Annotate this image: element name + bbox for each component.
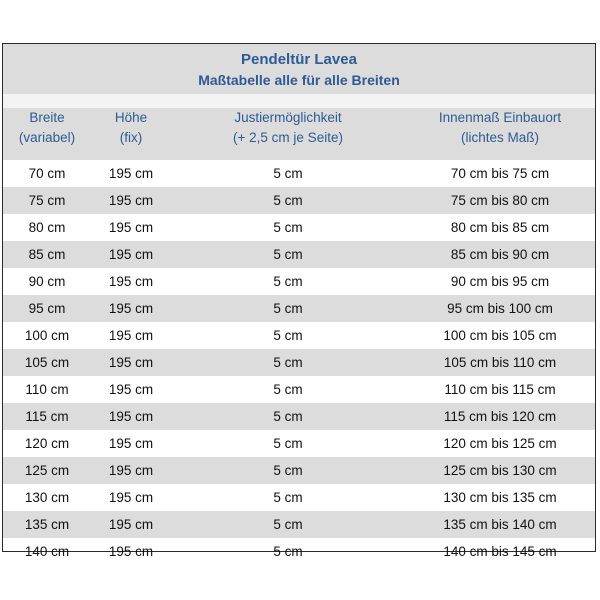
table-row bbox=[3, 214, 595, 241]
cell-innenmass: 125 cm bis 130 cm bbox=[443, 463, 557, 478]
cell-breite: 135 cm bbox=[24, 517, 70, 532]
cell-innenmass: 100 cm bis 105 cm bbox=[443, 328, 557, 343]
cell-breite: 90 cm bbox=[28, 274, 66, 289]
cell-innenmass: 140 cm bis 145 cm bbox=[443, 544, 557, 559]
cell-justierung: 5 cm bbox=[273, 436, 303, 451]
header-innenmass bbox=[405, 108, 595, 148]
header-hoehe-line1: Höhe bbox=[114, 110, 148, 125]
header-row bbox=[3, 94, 595, 160]
table-row bbox=[3, 322, 595, 349]
table-row bbox=[3, 484, 595, 511]
cell-breite: 130 cm bbox=[24, 490, 70, 505]
cell-innenmass: 95 cm bis 100 cm bbox=[447, 301, 553, 316]
cell-justierung: 5 cm bbox=[273, 382, 303, 397]
header-breite bbox=[3, 108, 91, 148]
cell-hoehe: 195 cm bbox=[108, 274, 154, 289]
cell-innenmass: 90 cm bis 95 cm bbox=[450, 274, 550, 289]
header-innenmass-line1: Innenmaß Einbauort bbox=[438, 110, 562, 125]
header-breite-line2: (variabel) bbox=[18, 130, 76, 145]
cell-innenmass: 120 cm bis 125 cm bbox=[443, 436, 557, 451]
cell-hoehe: 195 cm bbox=[108, 301, 154, 316]
table-row bbox=[3, 241, 595, 268]
cell-breite: 120 cm bbox=[24, 436, 70, 451]
cell-justierung: 5 cm bbox=[273, 220, 303, 235]
table-row bbox=[3, 376, 595, 403]
cell-hoehe: 195 cm bbox=[108, 193, 154, 208]
cell-justierung: 5 cm bbox=[273, 544, 303, 559]
cell-innenmass: 135 cm bis 140 cm bbox=[443, 517, 557, 532]
cell-innenmass: 70 cm bis 75 cm bbox=[450, 166, 550, 181]
table-row bbox=[3, 403, 595, 430]
cell-justierung: 5 cm bbox=[273, 193, 303, 208]
cell-breite: 80 cm bbox=[28, 220, 66, 235]
cell-breite: 105 cm bbox=[24, 355, 70, 370]
cell-hoehe: 195 cm bbox=[108, 220, 154, 235]
table-row bbox=[3, 268, 595, 295]
cell-hoehe: 195 cm bbox=[108, 544, 154, 559]
cell-breite: 140 cm bbox=[24, 544, 70, 559]
table-row bbox=[3, 187, 595, 214]
cell-justierung: 5 cm bbox=[273, 490, 303, 505]
cell-justierung: 5 cm bbox=[273, 166, 303, 181]
cell-breite: 95 cm bbox=[28, 301, 66, 316]
cell-innenmass: 110 cm bis 115 cm bbox=[444, 382, 556, 397]
cell-justierung: 5 cm bbox=[273, 517, 303, 532]
cell-breite: 75 cm bbox=[28, 193, 66, 208]
cell-justierung: 5 cm bbox=[273, 301, 303, 316]
table-row bbox=[3, 457, 595, 484]
cell-breite: 70 cm bbox=[28, 166, 66, 181]
title-block bbox=[3, 44, 595, 94]
cell-justierung: 5 cm bbox=[273, 247, 303, 262]
cell-justierung: 5 cm bbox=[273, 463, 303, 478]
cell-hoehe: 195 cm bbox=[108, 166, 154, 181]
header-breite-line1: Breite bbox=[29, 110, 65, 125]
cell-hoehe: 195 cm bbox=[108, 436, 154, 451]
cell-hoehe: 195 cm bbox=[108, 382, 154, 397]
cell-hoehe: 195 cm bbox=[108, 517, 154, 532]
cell-hoehe: 195 cm bbox=[108, 247, 154, 262]
cell-breite: 110 cm bbox=[25, 382, 69, 397]
cell-hoehe: 195 cm bbox=[108, 328, 154, 343]
cell-innenmass: 115 cm bis 120 cm bbox=[443, 409, 557, 424]
cell-innenmass: 80 cm bis 85 cm bbox=[450, 220, 550, 235]
header-innenmass-line2: (lichtes Maß) bbox=[460, 130, 539, 145]
table-row bbox=[3, 538, 595, 565]
size-table bbox=[2, 43, 596, 559]
table-row bbox=[3, 430, 595, 457]
cell-hoehe: 195 cm bbox=[108, 355, 154, 370]
header-hoehe-line2: (fix) bbox=[119, 130, 143, 145]
header-hoehe bbox=[91, 108, 171, 148]
cell-justierung: 5 cm bbox=[273, 355, 303, 370]
cell-breite: 100 cm bbox=[24, 328, 70, 343]
table-row bbox=[3, 511, 595, 538]
cell-hoehe: 195 cm bbox=[108, 409, 154, 424]
cell-breite: 115 cm bbox=[25, 409, 69, 424]
table-row bbox=[3, 295, 595, 322]
table-title: Pendeltür Lavea bbox=[241, 51, 357, 68]
cell-breite: 125 cm bbox=[24, 463, 70, 478]
cell-justierung: 5 cm bbox=[273, 409, 303, 424]
cell-hoehe: 195 cm bbox=[108, 490, 154, 505]
cell-innenmass: 75 cm bis 80 cm bbox=[450, 193, 550, 208]
header-justierung bbox=[171, 108, 405, 148]
cell-breite: 85 cm bbox=[28, 247, 66, 262]
cell-innenmass: 130 cm bis 135 cm bbox=[443, 490, 557, 505]
table-body bbox=[3, 160, 595, 565]
table-subtitle: Maßtabelle alle für alle Breiten bbox=[198, 72, 400, 88]
header-justierung-line1: Justiermöglichkeit bbox=[234, 110, 342, 125]
header-justierung-line2: (+ 2,5 cm je Seite) bbox=[233, 130, 343, 145]
cell-innenmass: 105 cm bis 110 cm bbox=[443, 355, 557, 370]
cell-hoehe: 195 cm bbox=[108, 463, 154, 478]
table-row bbox=[3, 349, 595, 376]
table-row bbox=[3, 160, 595, 187]
cell-justierung: 5 cm bbox=[273, 328, 303, 343]
cell-innenmass: 85 cm bis 90 cm bbox=[450, 247, 550, 262]
cell-justierung: 5 cm bbox=[273, 274, 303, 289]
